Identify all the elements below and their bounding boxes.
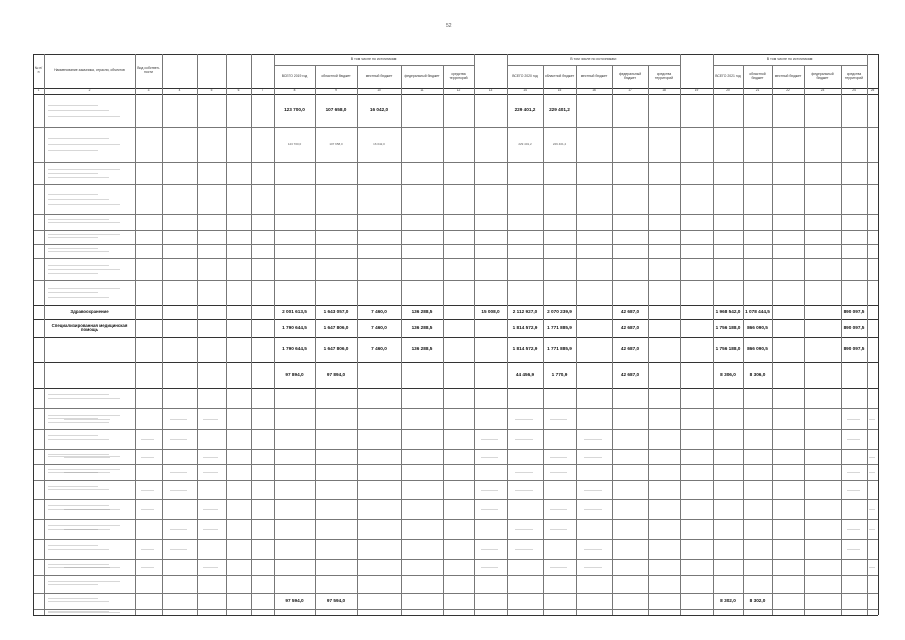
value-cell: 1 770,9 (551, 371, 568, 377)
illegible-text-stroke (48, 138, 109, 139)
illegible-figure-stroke (550, 567, 567, 568)
illegible-text-stroke (48, 564, 109, 565)
value-cell: 890 097,5 (843, 324, 865, 330)
column-number: 24 (852, 88, 856, 93)
column-number: 7 (261, 88, 264, 93)
column-header: ВСЕГО 2021 год (715, 73, 741, 78)
value-cell: 8 302,0 (749, 597, 766, 603)
illegible-figure-stroke (584, 549, 602, 550)
row-rule (33, 519, 878, 520)
row-rule (33, 258, 878, 259)
illegible-figure-stroke (203, 529, 218, 530)
column-number: 9 (335, 88, 337, 93)
value-cell: 97 594,0 (326, 597, 346, 603)
illegible-figure-stroke (584, 457, 602, 458)
row-rule (33, 539, 878, 540)
illegible-figure-stroke (64, 457, 110, 458)
illegible-text-stroke (48, 269, 120, 270)
illegible-figure-stroke (584, 439, 602, 440)
value-cell: 16 042,0 (369, 107, 389, 113)
row-rule (33, 559, 878, 560)
illegible-text-stroke (48, 415, 120, 416)
value-cell: 890 097,5 (843, 346, 865, 352)
value-cell: 1 756 188,0 (715, 324, 741, 330)
value-cell: 866 090,5 (747, 346, 768, 352)
row-rule (33, 244, 878, 245)
illegible-figure-stroke (847, 549, 860, 550)
column-number: 21 (755, 88, 760, 93)
value-cell: 136 288,5 (411, 308, 433, 314)
illegible-figure-stroke (847, 529, 860, 530)
illegible-text-stroke (48, 204, 120, 205)
value-cell: 1 790 644,5 (282, 346, 307, 352)
illegible-figure-stroke (64, 472, 110, 473)
column-number: 20 (726, 88, 730, 93)
illegible-text-stroke (48, 598, 98, 599)
illegible-figure-stroke (869, 529, 875, 530)
value-cell: 97 594,0 (285, 597, 304, 603)
column-group-header: В том числе по источникам: (350, 56, 398, 61)
value-cell: 1 643 057,0 (323, 308, 349, 314)
illegible-figure-stroke (141, 457, 155, 458)
column-number: 18 (662, 88, 666, 93)
value-cell: 2 070 239,9 (547, 308, 572, 314)
row-rule (33, 499, 878, 500)
column-header (251, 54, 274, 88)
row-name: Здравоохранение (70, 308, 109, 314)
illegible-figure-stroke (481, 567, 498, 568)
table-rule (33, 94, 878, 95)
value-cell: 136 288,5 (411, 346, 433, 352)
value-cell: 42 687,0 (620, 371, 640, 377)
illegible-text-stroke (48, 486, 98, 487)
value-cell: 1 968 542,0 (715, 308, 741, 314)
column-rule (576, 65, 577, 615)
illegible-figure-stroke (847, 439, 860, 440)
illegible-figure-stroke (203, 567, 218, 568)
illegible-text-stroke (48, 150, 98, 151)
column-number: 1 (37, 88, 40, 93)
value-cell: 136 288,5 (411, 324, 433, 330)
column-rule (226, 54, 227, 615)
page-number: 52 (446, 23, 452, 29)
column-header: местный бюджет (580, 73, 608, 78)
column-header: местный бюджет (774, 73, 802, 78)
column-header: средства территорий (449, 71, 468, 80)
illegible-figure-stroke (550, 529, 567, 530)
column-number: 17 (628, 88, 632, 93)
illegible-figure-stroke (64, 529, 110, 530)
column-rule (772, 65, 773, 615)
illegible-figure-stroke (515, 472, 533, 473)
value-cell: 107 658,0 (325, 107, 347, 113)
illegible-text-stroke (48, 251, 109, 252)
column-number: 15 (557, 88, 562, 93)
value-cell: 97 894,0 (326, 371, 346, 377)
illegible-figure-stroke (869, 567, 875, 568)
column-number: 19 (694, 88, 699, 93)
illegible-text-stroke (48, 234, 120, 235)
row-rule (33, 464, 878, 465)
row-rule (33, 609, 878, 610)
illegible-text-stroke (48, 292, 98, 293)
value-cell: 44 456,9 (515, 371, 535, 377)
illegible-figure-stroke (481, 549, 498, 550)
column-number: 16 (592, 88, 596, 93)
column-rule (443, 65, 444, 615)
column-rule (648, 65, 649, 615)
value-cell: 42 687,0 (620, 308, 640, 314)
column-header (878, 54, 880, 88)
value-cell: 1 756 188,0 (715, 346, 741, 352)
column-header (162, 54, 197, 88)
column-header: Вид собствен-ности (137, 66, 160, 74)
illegible-text-stroke (48, 394, 109, 395)
illegible-text-stroke (48, 469, 120, 470)
value-cell: 229 401,2 (518, 141, 532, 146)
value-cell: 866 090,5 (747, 324, 768, 330)
illegible-figure-stroke (203, 457, 218, 458)
illegible-figure-stroke (847, 490, 860, 491)
row-name (44, 337, 135, 362)
column-number: 11 (420, 88, 424, 93)
column-header (226, 54, 251, 88)
illegible-figure-stroke (584, 490, 602, 491)
column-number: 13 (488, 88, 493, 93)
value-cell: 7 460,0 (371, 324, 387, 330)
value-cell: 15 008,0 (481, 308, 500, 314)
column-number: 4 (178, 88, 181, 93)
column-header: федеральный бюджет (618, 71, 642, 80)
illegible-figure-stroke (203, 472, 218, 473)
column-number: 14 (523, 88, 527, 93)
column-header: средства территорий (654, 71, 674, 80)
illegible-figure-stroke (141, 509, 155, 510)
illegible-text-stroke (48, 273, 98, 274)
column-number: 10 (377, 88, 381, 93)
row-rule (33, 429, 878, 430)
illegible-text-stroke (48, 194, 98, 195)
column-rule (251, 54, 252, 615)
illegible-figure-stroke (515, 439, 533, 440)
column-number: 3 (147, 88, 150, 93)
row-rule (33, 162, 878, 163)
illegible-figure-stroke (481, 457, 498, 458)
illegible-figure-stroke (584, 567, 602, 568)
illegible-figure-stroke (64, 509, 110, 510)
illegible-figure-stroke (141, 490, 155, 491)
illegible-figure-stroke (847, 419, 860, 420)
illegible-figure-stroke (869, 419, 875, 420)
column-header: местный бюджет (365, 73, 393, 78)
row-rule (33, 230, 878, 231)
value-cell: 42 687,0 (620, 346, 640, 352)
illegible-text-stroke (48, 505, 109, 506)
column-header: областной бюджет (321, 73, 351, 78)
illegible-figure-stroke (141, 439, 155, 440)
illegible-figure-stroke (481, 439, 498, 440)
row-rule (33, 480, 878, 481)
row-name: Специализированная медицинская помощь (51, 322, 128, 332)
illegible-figure-stroke (550, 457, 567, 458)
value-cell: 97 894,0 (285, 371, 304, 377)
value-cell: 1 771 885,9 (547, 346, 572, 352)
illegible-text-stroke (48, 173, 98, 174)
illegible-figure-stroke (170, 419, 188, 420)
illegible-text-stroke (48, 105, 98, 106)
illegible-text-stroke (48, 288, 120, 289)
column-number: 23 (820, 88, 825, 93)
illegible-figure-stroke (64, 419, 110, 420)
table-rule (33, 615, 878, 616)
value-cell: 42 687,0 (620, 324, 640, 330)
value-cell: 1 647 806,0 (323, 324, 349, 330)
illegible-text-stroke (48, 545, 98, 546)
column-header: ВСЕГО 2020 год (512, 73, 538, 78)
illegible-figure-stroke (515, 529, 533, 530)
column-header: федеральный бюджет (811, 71, 834, 80)
illegible-text-stroke (48, 439, 109, 440)
illegible-text-stroke (48, 177, 109, 178)
value-cell: 8 306,0 (720, 371, 736, 377)
illegible-text-stroke (48, 549, 109, 550)
column-rule (804, 65, 805, 615)
illegible-text-stroke (48, 525, 120, 526)
illegible-figure-stroke (170, 439, 188, 440)
illegible-text-stroke (48, 248, 98, 249)
value-cell: 2 001 613,5 (282, 308, 307, 314)
row-rule (33, 184, 878, 185)
value-cell: 8 302,0 (720, 597, 736, 603)
illegible-text-stroke (48, 489, 109, 490)
value-cell: 890 097,5 (843, 308, 865, 314)
column-header: № п/п (34, 66, 43, 74)
value-cell: 1 647 806,0 (323, 346, 349, 352)
value-cell: 229 401,2 (552, 141, 567, 146)
value-cell: 123 700,0 (287, 141, 302, 146)
illegible-figure-stroke (141, 567, 155, 568)
row-rule (33, 214, 878, 215)
illegible-text-stroke (48, 435, 98, 436)
illegible-figure-stroke (170, 490, 188, 491)
illegible-text-stroke (48, 398, 120, 399)
column-rule (878, 54, 879, 615)
column-rule (680, 54, 681, 615)
value-cell: 107 658,0 (329, 141, 343, 146)
row-rule (33, 575, 878, 576)
row-name (44, 362, 135, 388)
value-cell: 123 700,0 (284, 107, 305, 113)
illegible-figure-stroke (584, 509, 602, 510)
value-cell: 8 306,0 (749, 371, 766, 377)
row-rule (33, 449, 878, 450)
value-cell: 7 460,0 (371, 308, 387, 314)
illegible-figure-stroke (550, 419, 567, 420)
row-rule (33, 388, 878, 389)
illegible-text-stroke (48, 222, 120, 223)
illegible-text-stroke (48, 612, 120, 613)
column-header: федеральный бюджет (404, 73, 440, 78)
illegible-text-stroke (48, 116, 120, 117)
illegible-text-stroke (48, 265, 109, 266)
column-header (680, 54, 713, 88)
column-header: ВСЕГО 2019 год (281, 73, 308, 78)
illegible-figure-stroke (515, 490, 533, 491)
illegible-text-stroke (48, 584, 98, 585)
column-number: 6 (237, 88, 240, 93)
illegible-text-stroke (48, 110, 109, 111)
value-cell: 1 790 644,5 (282, 324, 307, 330)
column-group-header: В том числе по источникам: (570, 56, 617, 61)
illegible-figure-stroke (203, 509, 218, 510)
illegible-figure-stroke (170, 549, 188, 550)
illegible-text-stroke (48, 169, 120, 170)
column-rule (135, 54, 136, 615)
illegible-text-stroke (48, 581, 120, 582)
illegible-figure-stroke (515, 419, 533, 420)
value-cell: 229 401,2 (549, 107, 570, 113)
row-rule (33, 280, 878, 281)
illegible-figure-stroke (170, 529, 188, 530)
illegible-figure-stroke (869, 509, 875, 510)
illegible-text-stroke (48, 601, 109, 602)
illegible-figure-stroke (869, 457, 875, 458)
value-cell: 7 460,0 (371, 346, 387, 352)
column-rule (162, 54, 163, 615)
value-cell: 16 042,0 (373, 141, 385, 146)
row-rule (33, 408, 878, 409)
illegible-figure-stroke (141, 549, 155, 550)
illegible-text-stroke (48, 297, 109, 298)
column-number: 12 (456, 88, 461, 93)
value-cell: 1 078 444,5 (745, 308, 770, 314)
column-rule (197, 54, 198, 615)
column-header (867, 54, 878, 88)
column-number: 22 (786, 88, 790, 93)
illegible-figure-stroke (203, 419, 218, 420)
column-number: 2 (88, 88, 91, 93)
illegible-figure-stroke (550, 509, 567, 510)
illegible-figure-stroke (869, 472, 875, 473)
illegible-text-stroke (48, 219, 109, 220)
illegible-figure-stroke (481, 509, 498, 510)
column-header: Наименование заказчика, отрасли, объектов (54, 68, 125, 73)
column-number: 5 (210, 88, 213, 93)
value-cell: 1 814 572,9 (512, 324, 538, 330)
column-rule (474, 54, 475, 615)
illegible-figure-stroke (515, 549, 533, 550)
column-header (474, 54, 507, 88)
illegible-figure-stroke (170, 472, 188, 473)
illegible-figure-stroke (847, 472, 860, 473)
value-cell: 1 771 885,9 (547, 324, 572, 330)
illegible-figure-stroke (64, 567, 110, 568)
illegible-figure-stroke (481, 490, 498, 491)
row-rule (33, 127, 878, 128)
illegible-text-stroke (48, 199, 109, 200)
illegible-figure-stroke (550, 472, 567, 473)
column-rule (33, 54, 34, 615)
column-header: средства территорий (844, 71, 864, 80)
column-header (197, 54, 226, 88)
column-rule (867, 54, 868, 615)
column-header: областной бюджет (544, 73, 575, 78)
illegible-text-stroke (48, 422, 109, 423)
illegible-text-stroke (48, 144, 120, 145)
column-number: 25 (870, 88, 875, 93)
illegible-text-stroke (48, 454, 109, 455)
illegible-text-stroke (48, 237, 98, 238)
column-number: 8 (293, 88, 296, 93)
value-cell: 2 112 927,0 (512, 308, 538, 314)
column-header: областной бюджет (749, 71, 766, 80)
budget-table (33, 54, 878, 615)
value-cell: 229 401,2 (514, 107, 536, 113)
value-cell: 1 814 572,9 (512, 346, 538, 352)
column-group-header: В том числе по источникам: (766, 56, 814, 61)
